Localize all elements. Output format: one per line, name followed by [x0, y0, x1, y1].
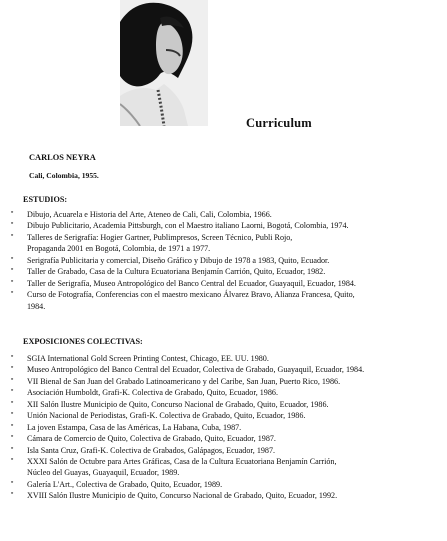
bullet-icon: º [11, 210, 14, 218]
list-item [11, 490, 364, 501]
bullet-icon: º [11, 365, 14, 374]
list-item [11, 387, 364, 398]
list-item-text: Unión Nacional de Periodistas, Grafi-K. Colectiva de Grabado, Quito, Ecuador, 1986. [27, 411, 306, 421]
bullet-icon: º [11, 434, 14, 443]
bullet-icon: º [11, 411, 14, 420]
list-item [11, 376, 364, 387]
list-item [11, 209, 356, 220]
bullet-icon: º [11, 376, 14, 385]
list-item-text: Museo Antropológico del Banco Central del Ecuador, Colectiva de Grabado, Guayaquil, Ecuador, 1984. [27, 365, 365, 375]
list-item [11, 410, 364, 421]
list-item-text: Cámara de Comercio de Quito, Colectiva de Grabado, Quito, Ecuador, 1987. [27, 434, 276, 444]
list-item-text: Taller de Grabado, Casa de la Cultura Ecuatoriana Benjamín Carrión, Quito, Ecuador, 1982. [27, 267, 326, 277]
list-item [11, 364, 364, 375]
bullet-icon: º [11, 278, 14, 287]
list-item-text: Serigrafía Publicitaria y comercial, Diseño Gráfico y Dibujo de 1978 a 1983, Quito, Ecuador. [27, 255, 330, 265]
bullet-icon: º [11, 422, 14, 431]
list-item-text: Asociación Humboldt, Grafi-K. Colectiva de Grabado, Quito, Ecuador, 1986. [27, 388, 278, 398]
list-item-text: Curso de Fotografía, Conferencias con el maestro mexicano Álvarez Bravo, Alianza Francesa, Quito, 1984. [27, 290, 355, 311]
list-item [11, 422, 364, 433]
bullet-icon: º [11, 221, 14, 230]
list-item-text: La joven Estampa, Casa de las Américas, La Habana, Cuba, 1987. [27, 422, 242, 432]
bullet-icon: º [11, 255, 14, 264]
list-item [11, 266, 356, 277]
list-item [11, 456, 364, 479]
bullet-icon: º [11, 232, 14, 241]
list-item [11, 433, 364, 444]
list-item-text: Dibujo, Acuarela e Historia del Arte, Ateneo de Cali, Cali, Colombia, 1966. [27, 210, 272, 219]
portrait-illustration [120, 0, 208, 126]
bullet-icon: º [11, 445, 14, 454]
list-item-text: Dibujo Publicitario, Academia Pittsburgh, con el Maestro italiano Laorni, Bogotá, Colombia, 1974. [27, 221, 349, 231]
list-item [11, 353, 364, 364]
list-item-text: VII Bienal de San Juan del Grabado Latinoamericano y del Caribe, San Juan, Puerto Rico, 1986. [27, 376, 341, 386]
list-item-text: SGIA International Gold Screen Printing Contest, Chicago, EE. UU. 1980. [27, 354, 269, 363]
estudios-list [11, 209, 356, 312]
bullet-icon: º [11, 491, 14, 500]
list-item-text: XXXI Salón de Octubre para Artes Gráficas, Casa de la Cultura Ecuatoriana Benjamín Carrión, Núcleo del Guayas, Guayaquil, Ecuador, 1989. [27, 456, 337, 478]
list-item [11, 220, 356, 231]
birth-info: Cali, Colombia, 1955. [29, 171, 99, 180]
list-item [11, 445, 364, 456]
list-item [11, 255, 356, 266]
list-item [11, 278, 356, 289]
section-heading-estudios: ESTUDIOS: [23, 195, 68, 204]
page-title: Curriculum [246, 116, 312, 130]
list-item [11, 479, 364, 490]
list-item [11, 289, 356, 312]
list-item-text: XVIII Salón Ilustre Municipio de Quito, Concurso Nacional de Grabado, Quito, Ecuador, 1992. [27, 491, 338, 501]
list-item [11, 232, 356, 255]
exposiciones-list [11, 353, 364, 502]
portrait-photo [120, 0, 208, 126]
bullet-icon: º [11, 479, 14, 488]
bullet-icon: º [11, 388, 14, 397]
section-heading-exposiciones: EXPOSICIONES COLECTIVAS: [23, 337, 143, 346]
bullet-icon: º [11, 456, 14, 465]
list-item-text: Isla Santa Cruz, Grafi-K. Colectiva de Grabados, Galápagos, Ecuador, 1987. [27, 445, 276, 455]
person-name: CARLOS NEYRA [29, 153, 96, 162]
list-item-text: Galería L'Art., Colectiva de Grabado, Quito, Ecuador, 1989. [27, 479, 223, 489]
bullet-icon: º [11, 354, 14, 362]
bullet-icon: º [11, 267, 14, 276]
bullet-icon: º [11, 290, 14, 299]
bullet-icon: º [11, 399, 14, 408]
list-item-text: XII Salón Ilustre Municipio de Quito, Concurso Nacional de Grabado, Quito, Ecuador, 1986. [27, 399, 329, 409]
list-item-text: Talleres de Serigrafía: Hogier Gartner, Publimpresos, Screen Técnico, Publi Rojo, Propaganda 2001 en Bogotá, Colombia, de 1971 a 1977. [27, 232, 293, 254]
list-item-text: Taller de Serigrafía, Museo Antropológico del Banco Central del Ecuador, Guayaquil, Ecuador, 1984. [27, 278, 356, 288]
list-item [11, 399, 364, 410]
